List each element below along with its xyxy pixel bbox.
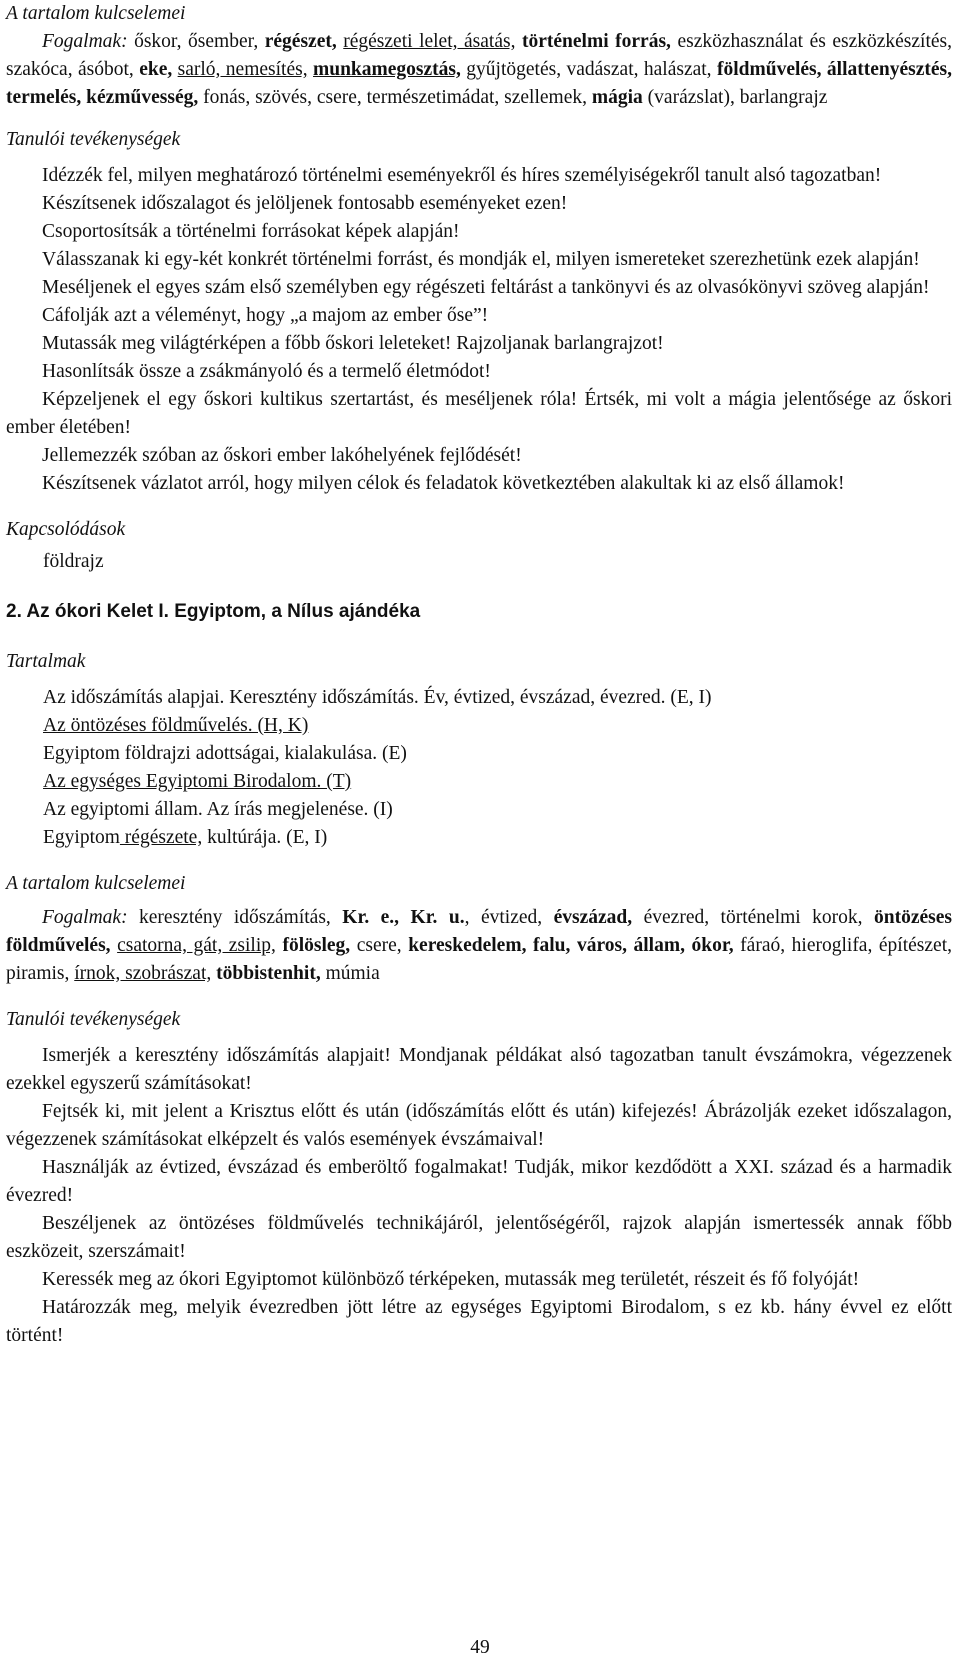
concept-term: földművelés, állattenyésztés, termelés, kézművesség,: [6, 59, 952, 108]
concept-term: fáraó, hieroglifa, építészet, piramis,: [6, 935, 952, 984]
activity-item: Jellemezzék szóban az őskori ember lakóhelyének fejlődését!: [42, 445, 522, 466]
concept-term: régészet,: [264, 31, 337, 52]
section2-key-elements-heading: A tartalom kulcselemei: [6, 873, 186, 894]
concept-term: Az egyiptomi állam. Az írás megjelenése. (I): [43, 799, 393, 820]
concept-term: keresztény időszámítás,: [127, 907, 343, 928]
concept-term: csatorna, gát, zsilip,: [117, 935, 276, 956]
concept-term: kultúrája. (E, I): [202, 827, 328, 848]
activity-item: Cáfolják azt a véleményt, hogy „a majom az ember őse”!: [42, 305, 489, 326]
concept-term: sarló, nemesítés,: [177, 59, 308, 80]
concept-term: eszközhasználat és eszközkészítés, szakóca, ásóbot,: [6, 31, 952, 80]
section1-key-elements-heading: A tartalom kulcselemei: [6, 3, 186, 24]
activity-item: Határozzák meg, melyik évezredben jött létre az egységes Egyiptomi Birodalom, s ez kb. hány évvel ez előtt történt!: [6, 1297, 952, 1346]
concept-term: régészeti lelet, ásatás,: [343, 31, 516, 52]
concept-term: Egyiptom földrajzi adottságai, kialakulása. (E): [43, 743, 407, 764]
concept-term: gyűjtögetés, vadászat, halászat,: [460, 59, 717, 80]
concept-term: írnok, szobrászat,: [74, 963, 212, 984]
concept-term: csere,: [350, 935, 409, 956]
concept-term: történelmi forrás,: [522, 31, 671, 52]
activity-item: Készítsenek időszalagot és jelöljenek fontosabb eseményeket ezen!: [42, 193, 568, 214]
concept-term: munkamegosztás,: [313, 59, 461, 80]
activity-item: Mutassák meg világtérképen a főbb őskori leleteket! Rajzoljanak barlangrajzot!: [42, 333, 664, 354]
concept-term: Az egységes Egyiptomi Birodalom. (T): [43, 771, 352, 792]
concept-term: Egyiptom: [43, 827, 120, 848]
activity-item: Beszéljenek az öntözéses földművelés technikájáról, jelentőségéről, rajzok alapján ismertessék annak főbb eszközeit, szerszámait!: [6, 1213, 952, 1262]
activity-item: Keressék meg az ókori Egyiptomot különböző térképeken, mutassák meg területét, részeit és fő folyóját!: [42, 1269, 860, 1290]
document-page: [6, 0, 952, 1350]
activity-item: Ismerjék a keresztény időszámítás alapjait! Mondjanak példákat alsó tagozatban tanult évszámokra, végezzenek ezekkel egyszerű számításokat!: [6, 1045, 952, 1094]
activity-item: Képzeljenek el egy őskori kultikus szertartást, és meséljenek róla! Értsék, mi volt a mágia jelentősége az őskori ember életében!: [6, 389, 952, 438]
activity-item: Fejtsék ki, mit jelent a Krisztus előtt és után (időszámítás előtt és után) kifejezés! Ábrázolják ezeket időszalagon, végezzenek számításokat elképzelt és valós események évszámaival!: [6, 1101, 952, 1150]
concept-term: kereskedelem, falu, város, állam, ókor,: [408, 935, 734, 956]
concept-term: eke,: [139, 59, 173, 80]
section2-concepts: [6, 898, 952, 988]
concept-term: évszázad,: [553, 907, 633, 928]
content-item: [6, 740, 952, 768]
section1-connections-heading: Kapcsolódások: [6, 519, 126, 540]
activity-item: Hasonlítsák össze a zsákmányoló és a termelő életmódot!: [42, 361, 491, 382]
concept-term: fonás, szövés, csere, természetimádat, szellemek,: [198, 87, 592, 108]
activity-item: Használják az évtized, évszázad és emberöltő fogalmakat! Tudják, mikor kezdődött a XXI. század és a harmadik évezred!: [6, 1157, 952, 1206]
section1-concepts-label: Fogalmak:: [42, 31, 128, 52]
section2-concepts-list: [6, 907, 952, 984]
concept-term: fölösleg,: [282, 935, 351, 956]
activity-item: Készítsenek vázlatot arról, hogy milyen célok és feladatok következtében alakultak ki az első államok!: [42, 473, 845, 494]
content-item: [6, 796, 952, 824]
section2-title: 2. Az ókori Kelet I. Egyiptom, a Nílus ajándéka: [6, 601, 421, 622]
activity-item: Meséljenek el egyes szám első személyben egy régészeti feltárást a tankönyvi és az olvasókönyvi szöveg alapján!: [42, 277, 930, 298]
concept-term: többistenhit,: [216, 963, 321, 984]
concept-term: régészete,: [119, 827, 203, 848]
concept-term: évezred, történelmi korok,: [632, 907, 875, 928]
page-number: 49: [470, 1637, 490, 1658]
concept-term: múmia: [320, 963, 380, 984]
section1-activities-list: [6, 154, 952, 498]
concept-term: Kr. e., Kr. u.: [342, 907, 465, 928]
concept-term: , évtized,: [464, 907, 554, 928]
concept-term: Az időszámítás alapjai. Keresztény időszámítás. Év, évtized, évszázad, évezred. (E, I): [43, 687, 712, 708]
content-item: [6, 684, 952, 712]
section1-connections: földrajz: [43, 551, 104, 572]
activity-item: Idézzék fel, milyen meghatározó történelmi eseményekről és híres személyiségekről tanult alsó tagozatban!: [42, 165, 882, 186]
section2-concepts-label: Fogalmak:: [42, 907, 128, 928]
concept-term: őskor, ősember,: [127, 31, 265, 52]
section1-activities-heading: Tanulói tevékenységek: [6, 129, 181, 150]
content-item: [6, 768, 952, 796]
content-item: [6, 712, 952, 740]
concept-term: (varázslat), barlangrajz: [642, 87, 828, 108]
section2-contents-list: [6, 676, 952, 852]
section2-contents-heading: Tartalmak: [6, 651, 86, 672]
section1-concepts: [6, 28, 952, 112]
section2-activities-list: [6, 1034, 952, 1350]
section1-concepts-list: [6, 31, 952, 108]
section2-activities-heading: Tanulói tevékenységek: [6, 1009, 181, 1030]
concept-term: öntözéses földművelés,: [6, 907, 952, 956]
concept-term: Az öntözéses földművelés. (H, K): [43, 715, 309, 736]
content-item: [6, 824, 952, 852]
activity-item: Válasszanak ki egy-két konkrét történelmi forrást, és mondják el, milyen ismereteket szerezhetünk ezek alapján!: [42, 249, 920, 270]
activity-item: Csoportosítsák a történelmi forrásokat képek alapján!: [42, 221, 460, 242]
concept-term: mágia: [591, 87, 643, 108]
